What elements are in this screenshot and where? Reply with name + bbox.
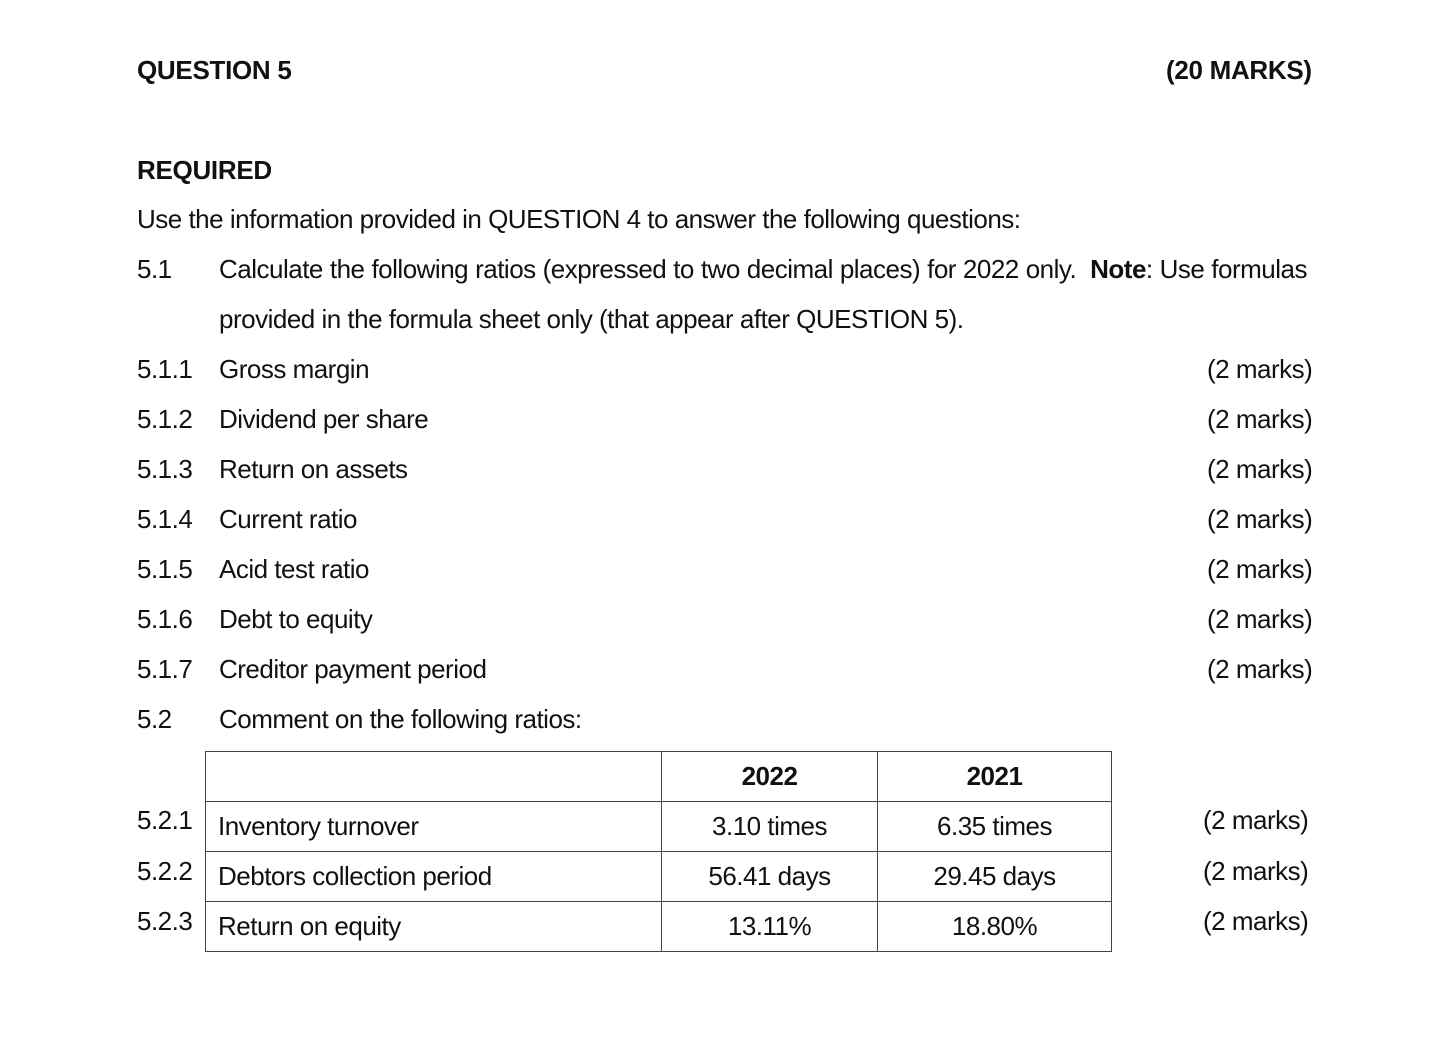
item-label: Acid test ratio [219, 554, 370, 584]
q51-line1-text: Calculate the following ratios (expressed to two decimal places) for 2022 only. [219, 254, 1077, 284]
table-row [206, 802, 1112, 852]
total-marks: (20 MARKS) [1166, 55, 1312, 85]
table-row-marks: (2 marks) [1203, 805, 1309, 835]
q52-text: Comment on the following ratios: [219, 704, 582, 734]
item-label: Creditor payment period [219, 654, 487, 684]
q52-number: 5.2 [137, 704, 172, 734]
q51-number: 5.1 [137, 254, 172, 284]
item-marks: (2 marks) [1207, 654, 1313, 684]
table-row-marks: (2 marks) [1203, 856, 1309, 886]
item-marks: (2 marks) [1207, 554, 1313, 584]
item-number: 5.1.3 [137, 454, 193, 484]
q51-note-label: Note [1090, 254, 1146, 284]
ratio-label: Inventory turnover [206, 802, 662, 852]
table-row-marks: (2 marks) [1203, 906, 1309, 936]
ratio-value-2022: 3.10 times [662, 802, 878, 852]
table-row-number: 5.2.3 [137, 906, 193, 936]
item-label: Return on assets [219, 454, 408, 484]
item-marks: (2 marks) [1207, 604, 1313, 634]
item-marks: (2 marks) [1207, 504, 1313, 534]
table-header-2021: 2021 [878, 752, 1112, 802]
item-number: 5.1.1 [137, 354, 193, 384]
table-row [206, 902, 1112, 952]
item-number: 5.1.4 [137, 504, 193, 534]
item-number: 5.1.6 [137, 604, 193, 634]
item-marks: (2 marks) [1207, 404, 1313, 434]
item-marks: (2 marks) [1207, 354, 1313, 384]
table-header-blank [206, 752, 662, 802]
item-label: Debt to equity [219, 604, 373, 634]
table-header-2022: 2022 [662, 752, 878, 802]
item-number: 5.1.5 [137, 554, 193, 584]
ratio-value-2021: 29.45 days [878, 852, 1112, 902]
required-intro: Use the information provided in QUESTION 4 to answer the following questions: [137, 204, 1021, 234]
table-row-number: 5.2.2 [137, 856, 193, 886]
ratios-table [205, 751, 1112, 952]
q51-line2: provided in the formula sheet only (that appear after QUESTION 5). [219, 304, 964, 334]
item-marks: (2 marks) [1207, 454, 1313, 484]
item-label: Gross margin [219, 354, 370, 384]
ratio-value-2022: 56.41 days [662, 852, 878, 902]
table-row [206, 852, 1112, 902]
ratio-label: Debtors collection period [206, 852, 662, 902]
item-number: 5.1.7 [137, 654, 193, 684]
q51-note-text: : Use formulas [1145, 254, 1308, 284]
required-heading: REQUIRED [137, 155, 272, 185]
ratio-value-2021: 18.80% [878, 902, 1112, 952]
ratio-label: Return on equity [206, 902, 662, 952]
item-label: Dividend per share [219, 404, 429, 434]
table-header-row [206, 752, 1112, 802]
ratio-value-2022: 13.11% [662, 902, 878, 952]
item-label: Current ratio [219, 504, 357, 534]
table-row-number: 5.2.1 [137, 805, 193, 835]
item-number: 5.1.2 [137, 404, 193, 434]
q51-line1 [219, 254, 1307, 284]
ratio-value-2021: 6.35 times [878, 802, 1112, 852]
question-title: QUESTION 5 [137, 55, 292, 85]
